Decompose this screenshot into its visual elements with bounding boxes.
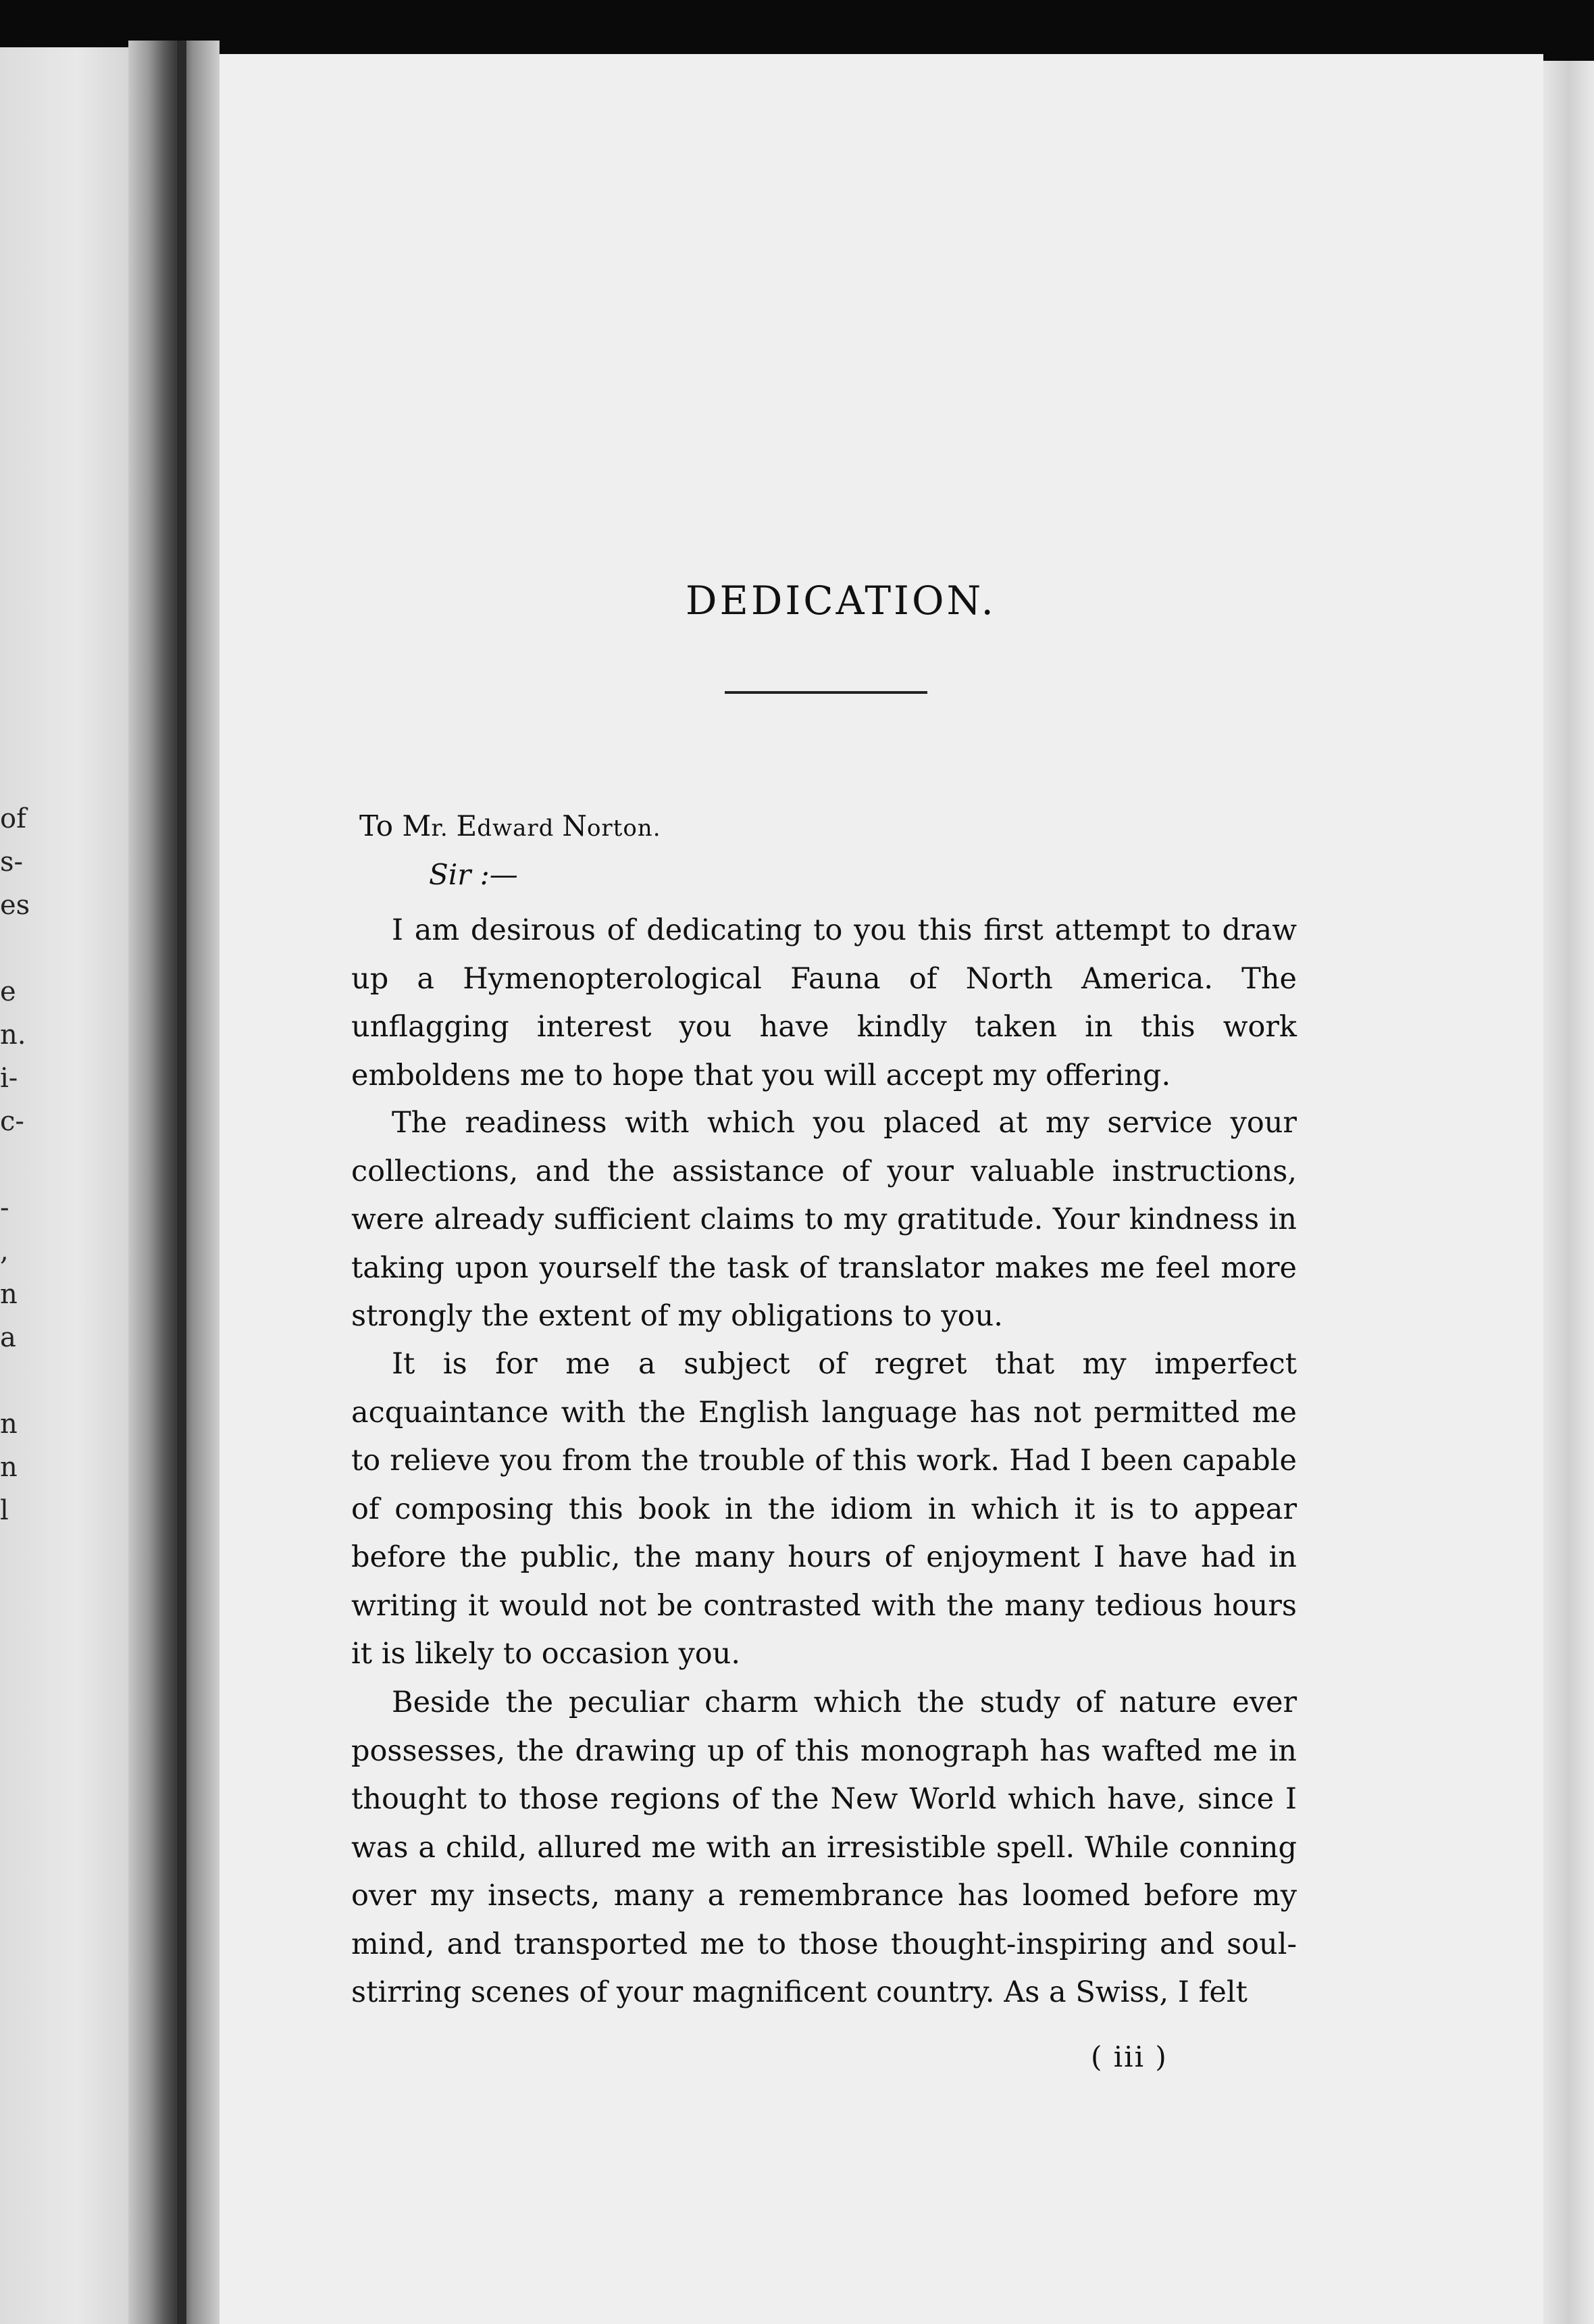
paragraph-1: I am desirous of dedicating to you this first attempt to draw up a Hymenopterological Fauna of North America. The unflagging interest you have kindly taken in this work emboldens me to hope that you will accept my offering. [351,913,1297,1092]
page-right-edge [1543,61,1594,2324]
fragment-line: i- [0,1063,18,1094]
salutation-small-caps: r. [431,815,457,842]
salutation-initial-n: N [562,809,587,842]
dedication-page [220,54,1543,2324]
fragment-line: a [0,1322,16,1353]
fragment-line: - [0,1192,9,1223]
salutation-initial-m: M [402,809,432,842]
fragment-line: c- [0,1106,24,1137]
paragraph-2: The readiness with which you placed at my service your collections, and the assistance of your valuable instructions, were already sufficient claims to my gratitude. Your kindness in taking upon yourself the task of translator makes me feel more strongly the extent of my obligations to you. [351,1106,1297,1333]
salutation-small-caps: dward [477,815,563,842]
salutation-initial-e: E [456,809,478,842]
salutation-prefix: To [359,809,403,842]
previous-page-text-fragments [0,797,30,1532]
heading-rule [725,691,927,694]
book-gutter [128,41,220,2324]
paragraph-4: Beside the peculiar charm which the study of nature ever possesses, the drawing up of this monograph has wafted me in thought to those regions of the New World which have, since I was a child, allured me with an irresistible spell. While conning over my insects, many a remembrance has loomed before my mind, and transported me to those thought-inspiring and soul-stirring scenes of your magnificent country. As a Swiss, I felt [351,1686,1297,2009]
fragment-line: es [0,890,30,921]
fragment-line: l [0,1495,9,1526]
gutter-shadow [177,41,186,2324]
fragment-line: n [0,1452,18,1483]
fragment-line: n [0,1409,18,1440]
fragment-line: n. [0,1019,26,1051]
page-heading: DEDICATION. [686,578,996,624]
fragment-line: n [0,1279,18,1310]
page-number: ( iii ) [1091,2040,1168,2073]
salutation-line [359,809,661,842]
previous-page-edge [0,47,128,2324]
address-sir: Sir :— [429,858,518,891]
paragraph-3: It is for me a subject of regret that my imperfect acquaintance with the English language has not permitted me to relieve you from the trouble of this work. Had I been capable of composing this book in the idiom in which it is to appear before the public, the many hours of enjoyment I have had in writing it would not be contrasted with the many tedious hours it is likely to occasion you. [351,1347,1297,1671]
fragment-line: e [0,976,16,1007]
fragment-line: of [0,803,26,834]
fragment-line [0,1143,27,1186]
fragment-line: s- [0,847,24,878]
fragment-line: , [0,1236,9,1267]
salutation-small-caps: orton. [586,815,661,842]
fragment-line [0,927,27,970]
fragment-line [0,1359,27,1403]
